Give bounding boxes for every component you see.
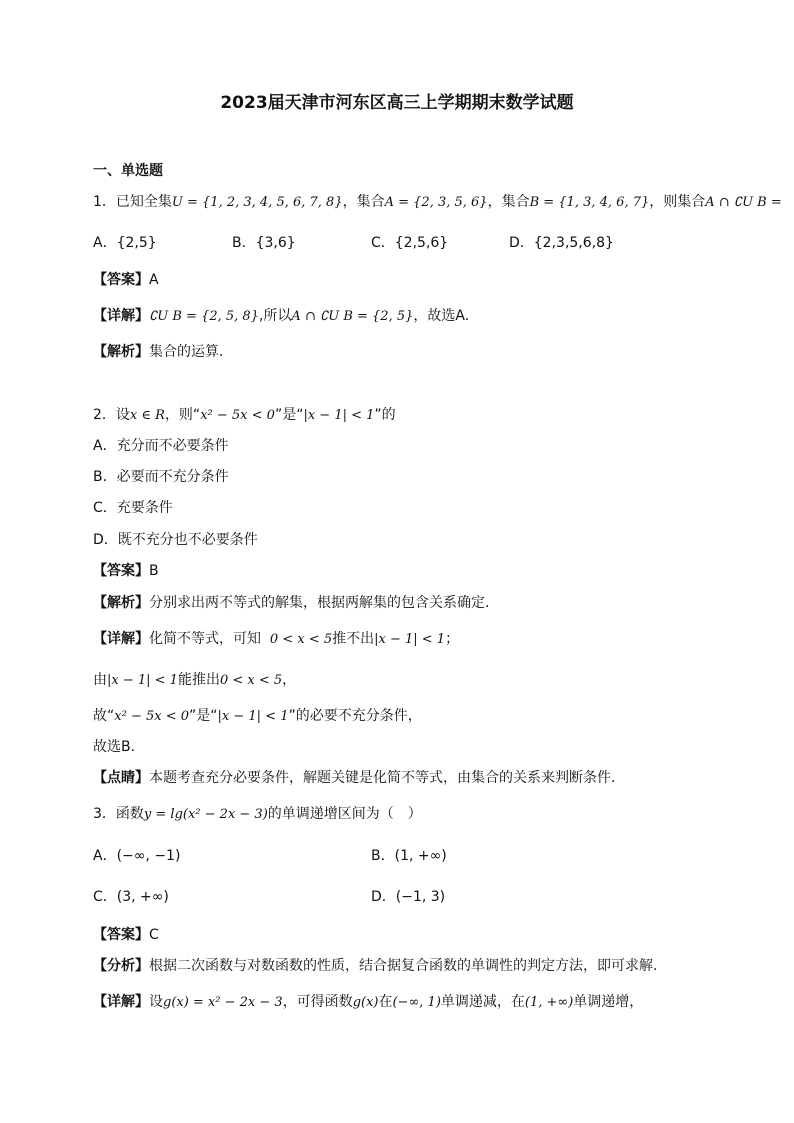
q2-line2-text1: 由 [93,672,107,688]
q2-detail-line4: 故选B． [93,739,145,755]
q2-detail [93,630,459,649]
q3-detail-math1: g(x) = x² − 2x − 3 [163,995,283,1010]
q3-answer [93,926,159,944]
q1-answer [93,271,159,289]
q1-expression: A ∩ ∁U B = [705,195,782,210]
q2-line3-text3: ”的必要不充分条件， [288,708,422,724]
q3-detail-math2: g(x) [352,995,379,1010]
q1-detail-tag: 【详解】 [93,308,149,324]
q3-suffix: 的单调递增区间为（ ） [267,806,422,822]
q3-option-a: A．(−∞, −1) [93,848,181,864]
q3-detail-math4: (1, +∞) [524,995,574,1010]
q3-analysis-text: 根据二次函数与对数函数的性质，结合据复合函数的单调性的判定方法，即可求解. [149,958,658,974]
section-heading: 一、单选题 [93,163,163,179]
q1-option-b: B．{3,6} [232,235,296,251]
question-1-stem [93,193,782,212]
q1-option-a: A．{2,5} [93,235,157,251]
q2-comment-text: 本题考查充分必要条件，解题关键是化简不等式，由集合的关系来判断条件． [149,770,625,786]
q2-line3-math2: |x − 1| < 1 [217,709,289,724]
q2-analysis [93,594,489,612]
q2-answer-value: B [149,563,159,579]
q1-answer-value: A [149,272,159,288]
q3-detail-text5: 单调递增， [573,994,644,1010]
q1-detail-math2: A ∩ ∁U B = {2, 5} [291,309,414,324]
q3-function: y = lg(x² − 2x − 3) [143,807,268,822]
q3-answer-value: C [149,927,159,943]
q2-detail-text1: 化简不等式，可知 [149,631,261,647]
q2-line2-text3: ， [282,672,297,688]
q3-answer-tag: 【答案】 [93,927,149,943]
q2-mid3: ”的 [374,407,396,423]
q3-option-b: B．(1, +∞) [371,848,447,864]
q2-detail-text3: ； [445,631,460,647]
q2-line2-text2: 能推出 [177,672,220,688]
q2-line3-text1: 故“ [93,708,115,724]
question-2-stem [93,406,396,425]
q3-detail-text2: ，可得函数 [282,994,353,1010]
q1-mid1: ，集合 [342,194,385,210]
q1-set-b: B = {1, 3, 4, 6, 7} [529,195,650,210]
q2-comment [93,769,625,787]
q3-detail-math3: (−∞, 1) [392,995,441,1010]
q2-answer-tag: 【答案】 [93,563,149,579]
q1-option-c: C．{2,5,6} [371,235,449,251]
document-title: 2023届天津市河东区高三上学期期末数学试题 [220,93,574,113]
q2-comment-tag: 【点睛】 [93,770,149,786]
q3-detail-text1: 设 [149,994,163,1010]
q3-detail-text3: 在 [378,994,393,1010]
q2-option-c: C．充要条件 [93,500,173,516]
q2-analysis-tag: 【解析】 [93,595,149,611]
q1-set-a: A = {2, 3, 5, 6} [384,195,488,210]
q2-mid1: ，则“ [164,407,201,423]
q2-option-d: D．既不充分也不必要条件 [93,532,258,548]
q2-detail-text2: 推不出 [332,631,375,647]
q2-prefix: 2．设 [93,407,130,423]
q1-detail-math1: ∁U B = {2, 5, 8} [149,309,259,324]
question-3-stem [93,805,422,824]
q1-prefix: 1．已知全集 [93,194,172,210]
q2-detail-math2: |x − 1| < 1 [374,632,446,647]
q1-detail [93,307,469,326]
q2-line3-math1: x² − 5x < 0 [114,709,189,724]
q1-detail-text2: ，故选A. [413,308,470,324]
q2-math2: x² − 5x < 0 [200,408,275,423]
q2-option-b: B．必要而不充分条件 [93,469,229,485]
q2-line2-math2: 0 < x < 5 [219,673,283,688]
q2-detail-line3 [93,707,422,726]
q3-detail-tag: 【详解】 [93,994,149,1010]
q1-analysis-text: 集合的运算. [149,344,224,360]
q2-math1: x ∈ R [129,408,165,423]
q1-set-u: U = {1, 2, 3, 4, 5, 6, 7, 8} [171,195,343,210]
q2-line2-math1: |x − 1| < 1 [107,673,178,688]
q2-math3: |x − 1| < 1 [303,408,375,423]
q3-analysis [93,957,657,975]
q1-analysis [93,343,223,361]
q1-answer-tag: 【答案】 [93,272,149,288]
q3-detail [93,993,643,1012]
q3-analysis-tag: 【分析】 [93,958,149,974]
q3-detail-text4: 单调递减，在 [440,994,525,1010]
q2-line3-text2: ”是“ [189,708,218,724]
q2-detail-math1: 0 < x < 5 [269,632,333,647]
q3-prefix: 3．函数 [93,806,144,822]
q2-detail-line2 [93,671,296,690]
q2-option-a: A．充分而不必要条件 [93,438,229,454]
q2-answer [93,562,159,580]
q3-option-d: D．(−1, 3) [371,889,446,905]
q1-mid3: ，则集合 [649,194,706,210]
q1-analysis-tag: 【解析】 [93,344,149,360]
q1-option-d: D．{2,3,5,6,8} [509,235,614,251]
q3-option-c: C．(3, +∞) [93,889,169,905]
q2-detail-tag: 【详解】 [93,631,149,647]
q2-analysis-text: 分别求出两不等式的解集，根据两解集的包含关系确定. [149,595,490,611]
q1-detail-text1: ,所以 [258,308,292,324]
q2-mid2: ”是“ [274,407,304,423]
q1-mid2: ，集合 [487,194,530,210]
